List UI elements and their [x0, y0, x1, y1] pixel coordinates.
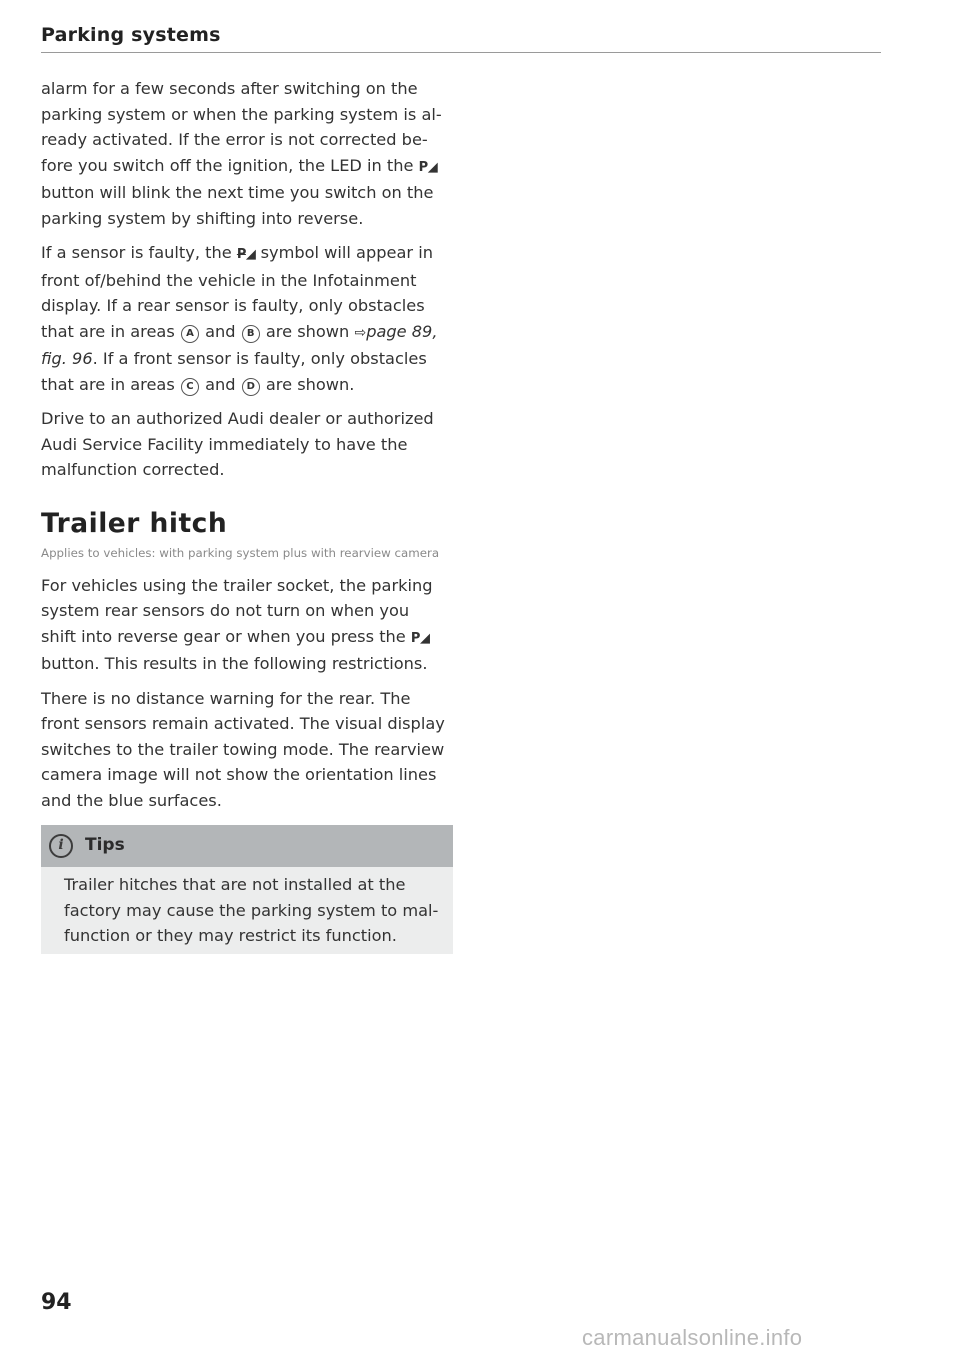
page-section-title: Parking systems [41, 24, 221, 46]
text-fragment: that are in areas [41, 374, 175, 394]
text-line: and the blue surfaces. [41, 790, 222, 810]
parking-aid-sound-icon: ◢ [245, 247, 256, 262]
paragraph-trailer-socket [41, 573, 453, 677]
paragraph-restrictions [41, 686, 453, 814]
area-b-marker: B [242, 325, 260, 343]
watermark: carmanualsonline.info [582, 1325, 803, 1350]
text-line: button. This results in the following restrictions. [41, 654, 428, 673]
text-line: front of/behind the vehicle in the Infotainment [41, 270, 417, 290]
paragraph-dealer [41, 406, 453, 483]
text-line [41, 349, 427, 368]
text-fragment: and [205, 374, 236, 394]
parking-aid-sound-icon: ◢ [427, 159, 438, 175]
parking-aid-button-icon: P [418, 159, 428, 175]
text-fragment: that are in areas [41, 321, 175, 341]
text-line: Trailer hitches that are not installed at the [64, 875, 406, 894]
text-fragment: symbol will appear in [260, 243, 433, 262]
text-line: For vehicles using the trailer socket, the parking [41, 575, 433, 595]
text-line: factory may cause the parking system to mal- [64, 900, 439, 920]
area-c-marker: C [181, 378, 199, 396]
text-column [41, 76, 453, 954]
text-line: Drive to an authorized Audi dealer or authorized [41, 409, 434, 428]
tips-title: Tips [85, 835, 125, 856]
parking-aid-button-icon: P [410, 630, 420, 646]
page-reference-link[interactable]: page 89, [366, 321, 438, 341]
text-line: ready activated. If the error is not corrected be- [41, 130, 428, 149]
area-d-marker: D [242, 378, 260, 396]
text-line: Audi Service Facility immediately to have the [41, 434, 408, 454]
text-line: front sensors remain activated. The visual display [41, 714, 445, 733]
text-line: fore you switch off the ignition, the LED in the [41, 155, 414, 175]
tips-body [41, 867, 453, 954]
tips-box [41, 825, 453, 954]
section-heading: Trailer hitch [41, 507, 228, 539]
page-header [41, 24, 881, 53]
parking-aid-sound-icon: ◢ [419, 630, 430, 646]
applies-to-note: Applies to vehicles: with parking system plus with rearview camera [41, 545, 440, 560]
text-line: switches to the trailer towing mode. The rearview [41, 739, 445, 759]
text-line [41, 322, 438, 341]
paragraph-sensor-alarm [41, 76, 453, 231]
text-line [41, 375, 354, 394]
text-line: alarm for a few seconds after switching on the [41, 79, 418, 98]
text-fragment: are shown [265, 321, 350, 341]
text-line: parking system or when the parking system is al- [41, 104, 442, 124]
cross-reference-arrow-icon: ⇨ [354, 324, 367, 341]
info-icon: i [49, 834, 73, 858]
text-line: function or they may restrict its function. [64, 926, 397, 945]
tips-header [41, 825, 453, 867]
text-line: button will blink the next time you switch on the [41, 183, 434, 202]
text-line: shift into reverse gear or when you press the [41, 626, 406, 646]
area-a-marker: A [181, 325, 199, 343]
page-number: 94 [41, 1290, 72, 1315]
text-line: malfunction corrected. [41, 460, 225, 479]
figure-reference-link[interactable]: fig. 96 [41, 349, 93, 368]
text-fragment: are shown. [265, 374, 355, 394]
text-line: There is no distance warning for the rear. The [41, 688, 411, 708]
paragraph-faulty-sensor [41, 240, 453, 397]
text-fragment: and [205, 321, 236, 341]
text-line: display. If a rear sensor is faulty, only obstacles [41, 296, 425, 315]
text-line: system rear sensors do not turn on when you [41, 601, 410, 620]
parking-aid-fault-icon: P [236, 247, 246, 262]
text-line: camera image will not show the orientation lines [41, 765, 437, 784]
text-fragment: If a sensor is faulty, the [41, 243, 232, 262]
text-line: parking system by shifting into reverse. [41, 208, 364, 228]
text-fragment: . If a front sensor is faulty, only obstacles [92, 349, 427, 368]
